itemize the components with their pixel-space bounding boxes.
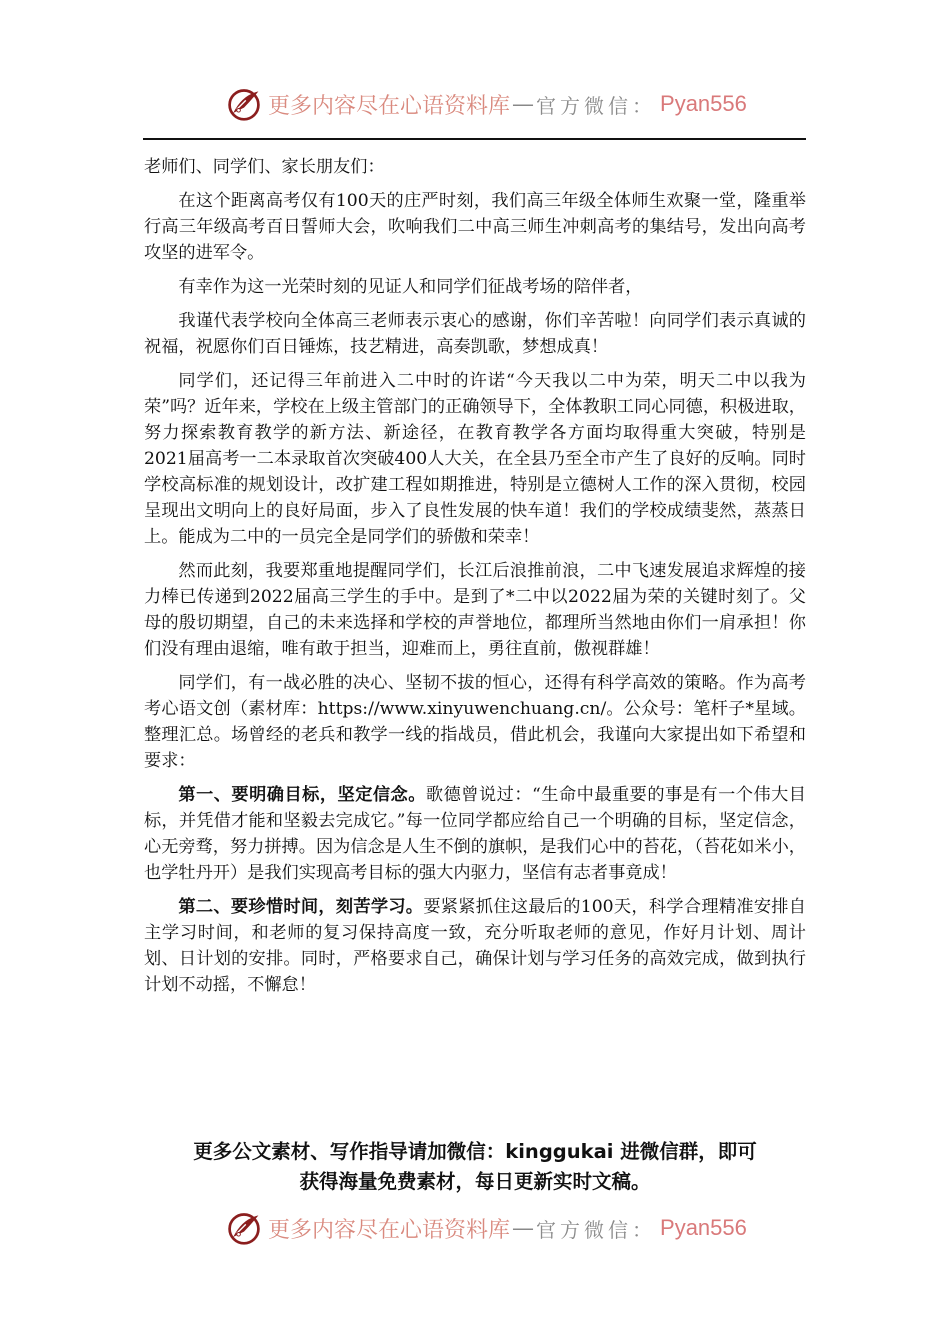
wechat-label: 官方微信： [536, 93, 657, 118]
promo-line-2: 获得海量免费素材，每日更新实时文稿。 [299, 1170, 651, 1193]
wechat-id: Pyan556 [660, 1215, 747, 1240]
banner-dash: — [512, 91, 535, 117]
point-one-body: 歌德曾说过：“生命中最重要的事是有一个伟大目标，并凭借才能和坚毅去完成它。”每一位同学都应给自己一个明确的目标，坚定信念，心无旁骛，努力拼搏。因为信念是人生不倒的旗帜，是我们心中的苔花，（苔花如米小，也学牡丹开）是我们实现高考目标的强大内驱力，坚信有志者事竟成！ [144, 785, 806, 883]
promo-line-1: 更多公文素材、写作指导请加微信：kinggukai 进微信群，即可 [193, 1140, 757, 1163]
site-name: 更多内容尽在心语资料库 [268, 93, 511, 119]
paragraph: 同学们，还记得三年前进入二中时的许诺“今天我以二中为荣，明天二中以我为荣”吗？近年来，学校在上级主管部门的正确领导下，全体教职工同心同德，积极进取，努力探索教育教学的新方法、新途径，在教育教学各方面均取得重大突破，特别是2021届高考一二本录取首次突破400人大关，在全县乃至全市产生了良好的反响。同时学校高标准的规划设计，改扩建工程如期推进，特别是立德树人工作的深入贯彻，校园呈现出文明向上的良好局面，步入了良性发展的快车道！我们的学校成绩斐然，蒸蒸日上。能成为二中的一员完全是同学们的骄傲和荣幸！ [144, 371, 806, 547]
quill-pen-logo-icon [226, 1210, 262, 1246]
header-banner [226, 82, 747, 126]
paragraph: 有幸作为这一光荣时刻的见证人和同学们征战考场的陪伴者， [178, 277, 643, 297]
point-two [144, 894, 806, 998]
paragraph: 在这个距离高考仅有100天的庄严时刻，我们高三年级全体师生欢聚一堂，隆重举行高三年级高考百日誓师大会，吹响我们二中高三师生冲刺高考的集结号，发出向高考攻坚的进军令。 [144, 191, 806, 263]
promo-text [140, 1137, 810, 1197]
document-body [144, 154, 806, 1006]
footer-banner [226, 1206, 747, 1250]
point-one [144, 782, 806, 886]
paragraph: 然而此刻，我要郑重地提醒同学们，长江后浪推前浪，二中飞速发展追求辉煌的接力棒已传递到2022届高三学生的手中。是到了*二中以2022届为荣的关键时刻了。父母的殷切期望，自己的未来选择和学校的声誉地位，都理所当然地由你们一肩承担！你们没有理由退缩，唯有敢于担当，迎难而上，勇往直前，傲视群雄！ [144, 561, 806, 659]
banner-dash: — [512, 1215, 535, 1241]
header-divider [143, 138, 806, 140]
paragraph: 我谨代表学校向全体高三老师表示衷心的感谢，你们辛苦啦！向同学们表示真诚的祝福，祝愿你们百日锤炼，技艺精进，高奏凯歌，梦想成真！ [144, 311, 806, 357]
quill-pen-logo-icon [226, 86, 262, 122]
point-one-heading: 第一、要明确目标，坚定信念。 [178, 785, 426, 805]
point-two-heading: 第二、要珍惜时间，刻苦学习。 [178, 897, 424, 917]
site-name: 更多内容尽在心语资料库 [268, 1217, 511, 1243]
wechat-id: Pyan556 [660, 91, 747, 116]
paragraph: 同学们，有一战必胜的决心、坚韧不拔的恒心，还得有科学高效的策略。作为高考考心语文创（素材库：https://www.xinyuwenchuang.cn/。公众号：笔杆子*星域。整理汇总。场曾经的老兵和教学一线的指战员，借此机会，我谨向大家提出如下希望和要求： [144, 673, 806, 771]
point-two-body: 要紧紧抓住这最后的100天，科学合理精准安排自主学习时间，和老师的复习保持高度一致，充分听取老师的意见，作好月计划、周计划、日计划的安排。同时，严格要求自己，确保计划与学习任务的高效完成，做到执行计划不动摇，不懈怠！ [144, 897, 806, 995]
salutation: 老师们、同学们、家长朋友们： [144, 157, 385, 177]
wechat-label: 官方微信： [536, 1217, 657, 1242]
